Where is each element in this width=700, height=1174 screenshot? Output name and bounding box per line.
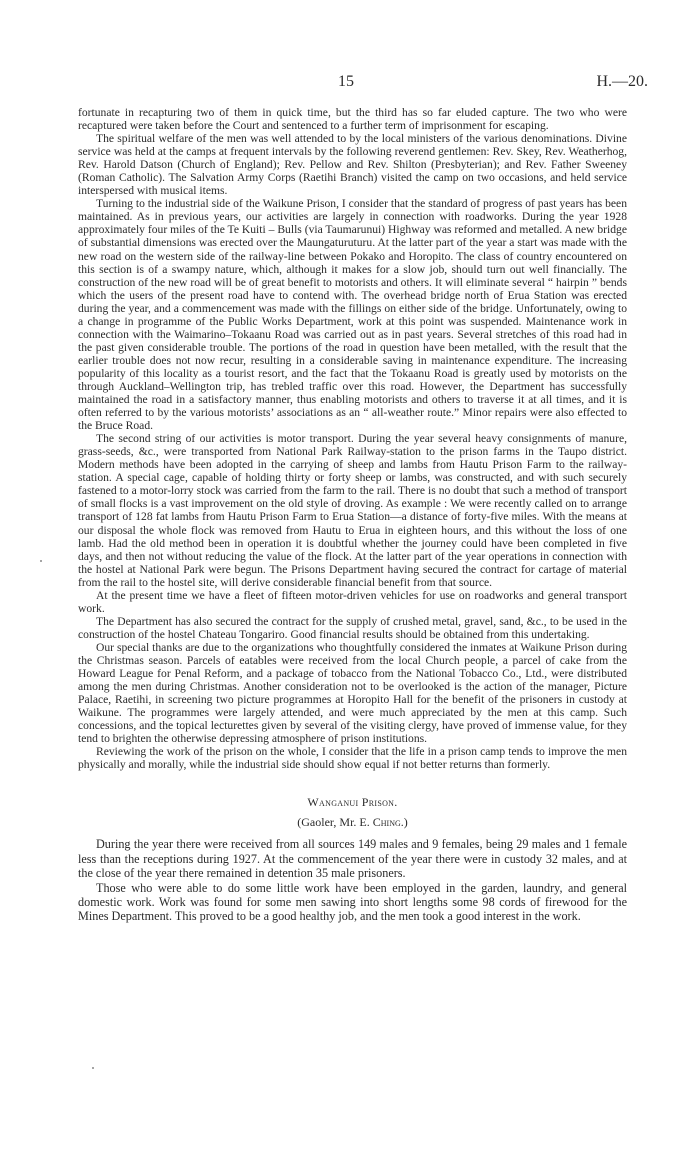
body-text (78, 106, 627, 924)
page-number: 15 (338, 73, 354, 90)
paragraph-motor-transport: The second string of our activities is motor transport. During the year several heavy consignments of manure, grass-seeds, &c., were transported from National Park Railway-station to the prison farms in the Taupo district. Modern methods have been adopted in the carrying of sheep and lambs from Hautu Prison Farm to the railway-station. A special cage, capable of holding thirty or forty sheep or lambs, was constructed, and with such securely fastened to a motor-lorry stock was carried from the farm to the rail. There is no doubt that such a method of transport of small flocks is a vast improvement on the old style of droving. As example : We were recently called on to arrange transport of 128 fat lambs from Hautu Prison Farm to Erua Station—a distance of forty-five miles. With the means at our disposal the whole flock was removed from Hautu to Erua in eighteen hours, and this without the loss of one lamb. Had the old method been in operation it is doubtful whether the journey could have been completed in five days, and then not without reducing the value of the flock. At the latter part of the year operations in connection with the hostel at National Park were begun. The Prisons Department having secured the contract for cartage of material from the rail to the hostel site, will derive considerable financial benefit from that source. (78, 432, 627, 589)
document-reference: H.—20. (596, 73, 648, 90)
paragraph-spiritual-welfare: The spiritual welfare of the men was well attended to by the local ministers of the various denominations. Divine service was held at the camps at frequent intervals by the following reverend gentlemen: Rev. Skey, Rev. Weatherhog, Rev. Harold Datson (Church of England); Rev. Pellow and Rev. Shilton (Presbyterian); and Rev. Father Sweeney (Roman Catholic). The Salvation Army Corps (Raetihi Branch) visited the camp on two occasions, and held service interspersed with musical items. (78, 132, 627, 198)
paragraph-industrial-side: Turning to the industrial side of the Waikune Prison, I consider that the standard of progress of past years has been maintained. As in previous years, our activities are largely in connection with roadworks. During the year 1928 approximately four miles of the Te Kuiti – Bulls (via Taumarunui) Highway was reformed and metalled. A new bridge of substantial dimensions was erected over the Maungaturuturu. At the latter part of the year a start was made with the new road on the western side of the railway-line between Pokako and Horopito. The class of country encountered on this section is of a swampy nature, which, although it makes for a slow job, should turn out well financially. The construction of the new road will be of great benefit to motorists and others. It will eliminate several “ hairpin ” bends which the users of the present road have to contend with. The overhead bridge north of Erua Station was erected during the year, and a commencement was made with the fillings on either side of the bridge. Unfortunately, owing to a change in programme of the Public Works Department, work at this point was suspended. Maintenance work in connection with the Waimarino–Tokaanu Road was carried out as in past years. Several stretches of this road had in the past given considerable trouble. The portions of the road in question have been metalled, with the result that the earlier trouble does not now recur, resulting in a considerable saving in maintenance expenditure. The increasing popularity of this locality as a tourist resort, and the fact that the Tokaanu Road is greatly used by motorists on the through Auckland–Wellington trip, has trebled traffic over this road. However, the Department has successfully maintained the road in a satisfactory manner, thus enabling motorists and others to traverse it at all times, and it is often referred to by the various motorists’ associations as an “ all-weather route.” Minor repairs were also effected to the Bruce Road. (78, 197, 627, 433)
paragraph-review: Reviewing the work of the prison on the whole, I consider that the life in a prison camp tends to improve the men physically and morally, while the industrial side should show equal if not better returns than formerly. (78, 745, 627, 772)
section-subtitle-gaoler (78, 815, 627, 829)
gaoler-suffix: .) (400, 815, 408, 830)
margin-mark (92, 1067, 94, 1069)
paragraph-work: Those who were able to do some little work have been employed in the garden, laundry, and general domestic work. Work was found for some men sawing into short lengths some 98 cords of firewood for the Mines Department. This proved to be a good healthy job, and the men took a good interest in the work. (78, 880, 627, 924)
paragraph-thanks: Our special thanks are due to the organizations who thoughtfully considered the inmates at Waikune Prison during the Christmas season. Parcels of eatables were received from the local Church people, a parcel of cake from the Howard League for Penal Reform, and a package of tobacco from the National Tobacco Co., Ltd., were distributed among the men during Christmas. Another consideration not to be overlooked is the action of the manager, Picture Palace, Raetihi, in screening two picture programmes at Horopito Hall for the benefit of the prisoners in custody at Waikune. The programmes were largely attended, and were much appreciated by the men at this camp. Such concessions, and the topical lecturettes given by several of the visiting clergy, have proved of immense value, for they tend to brighten the otherwise depressing atmosphere of prison institutions. (78, 640, 627, 746)
wanganui-section (78, 837, 627, 923)
paragraph-contract: The Department has also secured the contract for the supply of crushed metal, gravel, sand, &c., to be used in the construction of the hostel Chateau Tongariro. Good financial results should be obtained from this undertaking. (78, 614, 627, 641)
paragraph-fleet: At the present time we have a fleet of fifteen motor-driven vehicles for use on roadworks and general transport work. (78, 588, 627, 615)
paragraph-receptions: During the year there were received from all sources 149 males and 9 females, being 29 males and 1 female less than the receptions during 1927. At the commencement of the year there were in custody 32 males, and at the close of the year there remained in detention 35 male prisoners. (78, 837, 627, 881)
section-title-wanganui: Wanganui Prison. (307, 795, 398, 810)
gaoler-name: Ching (372, 815, 401, 830)
margin-mark (40, 560, 42, 562)
gaoler-prefix: (Gaoler, Mr. E. (297, 815, 373, 830)
paragraph-escape: fortunate in recapturing two of them in quick time, but the third has so far eluded capture. The two who were recaptured were taken before the Court and sentenced to a further term of imprisonment for escaping. (78, 106, 627, 133)
